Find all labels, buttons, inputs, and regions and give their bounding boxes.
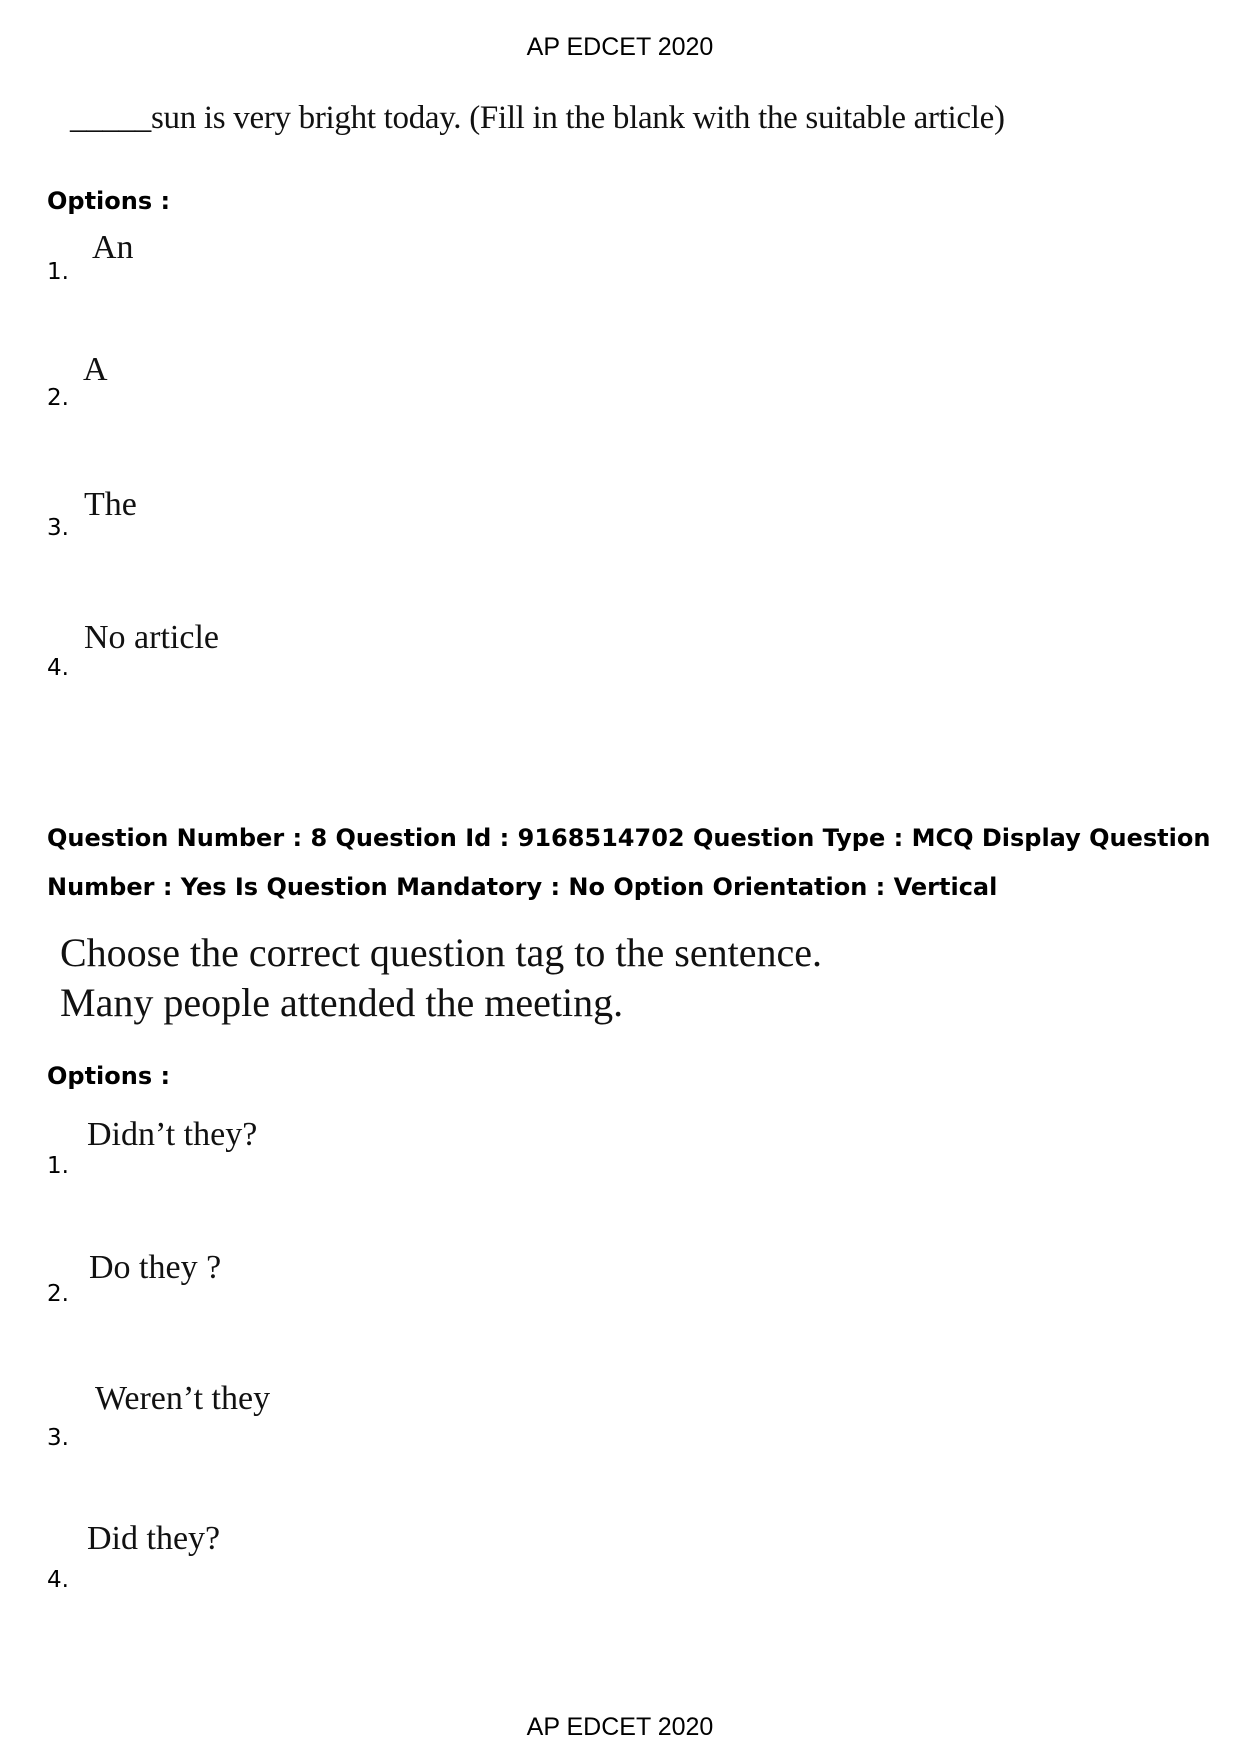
question-7-text-block xyxy=(70,98,1005,138)
question-8-meta-line-1: Question Number : 8 Question Id : 9168514702 Question Type : MCQ Display Question xyxy=(47,824,1211,852)
q8-option-3-text: Weren’t they xyxy=(95,1380,271,1417)
q7-option-3-number: 3. xyxy=(47,515,69,541)
page-footer: AP EDCET 2020 xyxy=(526,1713,714,1741)
q7-option-3-text: The xyxy=(84,486,137,523)
q7-option-4-text: No article xyxy=(84,619,219,656)
q8-option-3-number: 3. xyxy=(47,1425,69,1451)
question-7-blank: _____ xyxy=(70,100,152,136)
question-8-text-block xyxy=(60,928,822,1028)
question-7-options-label: Options : xyxy=(47,187,171,215)
q8-option-4-number: 4. xyxy=(47,1567,69,1593)
q8-option-4-text: Did they? xyxy=(87,1520,221,1557)
q8-option-2-number: 2. xyxy=(47,1281,69,1307)
question-8-text-line-1: Choose the correct question tag to the sentence. xyxy=(60,930,822,975)
page-header: AP EDCET 2020 xyxy=(526,33,714,61)
q7-option-1-text: An xyxy=(92,229,134,266)
q7-option-4-number: 4. xyxy=(47,655,69,681)
question-8-options-label: Options : xyxy=(47,1062,171,1090)
question-8-text-line-2: Many people attended the meeting. xyxy=(60,980,624,1025)
question-7-text: sun is very bright today. (Fill in the blank with the suitable article) xyxy=(151,100,1005,136)
q7-option-1-number: 1. xyxy=(47,259,69,285)
question-8-meta-line-2: Number : Yes Is Question Mandatory : No Option Orientation : Vertical xyxy=(47,873,998,901)
q8-option-1-text: Didn’t they? xyxy=(87,1116,258,1153)
q8-option-1-number: 1. xyxy=(47,1153,69,1179)
q8-option-2-text: Do they ? xyxy=(89,1249,222,1286)
q7-option-2-number: 2. xyxy=(47,385,69,411)
q7-option-2-text: A xyxy=(83,351,108,388)
